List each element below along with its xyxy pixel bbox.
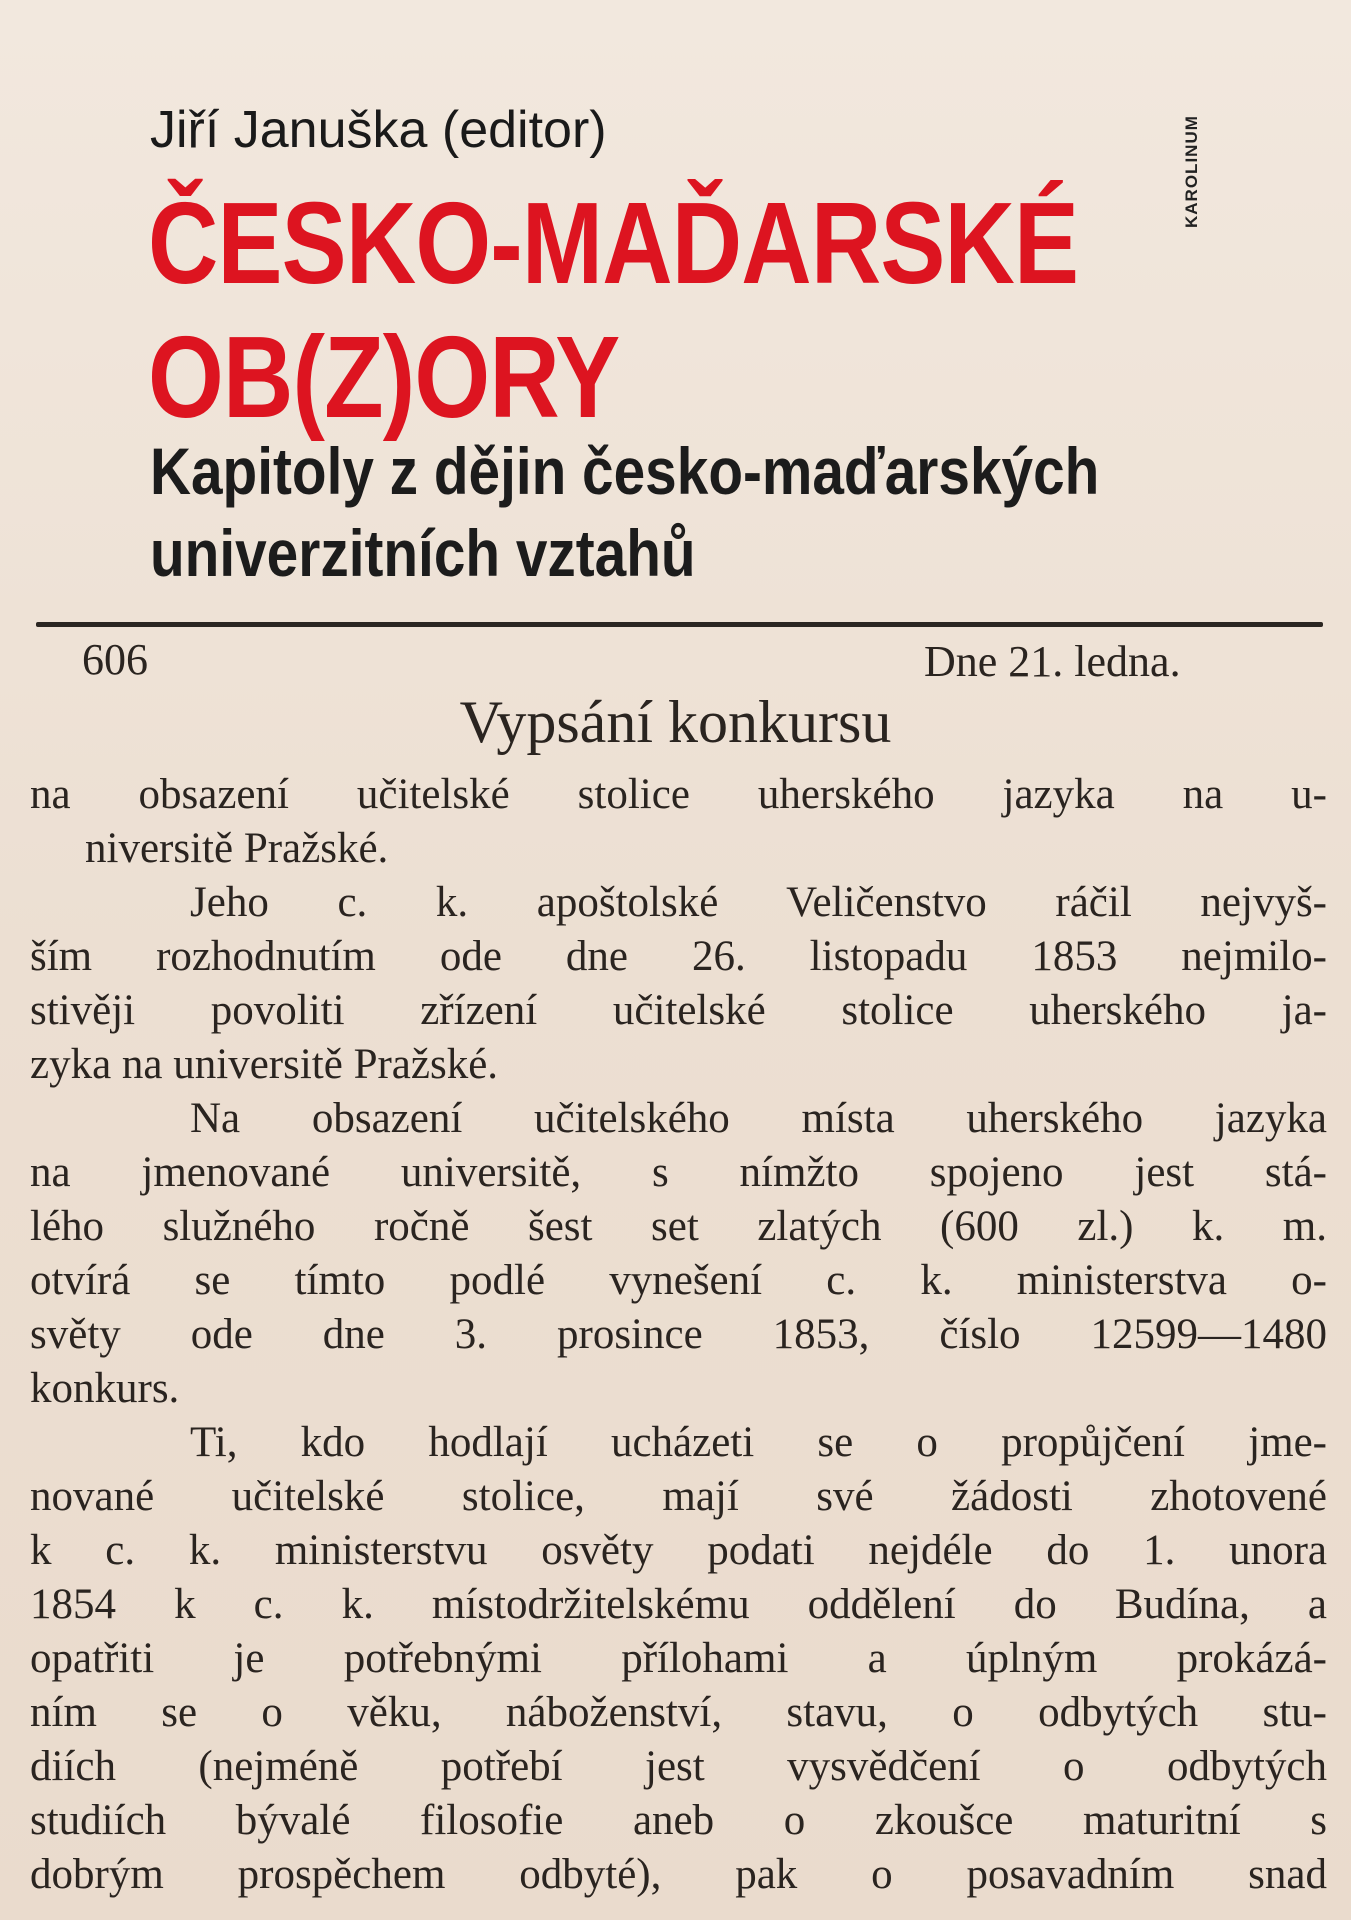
- facsimile-line: dobrým prospěchem odbyté), pak o posavadním snad: [30, 1851, 1327, 1898]
- facsimile-line: 1854 k c. k. místodržitelskému oddělení do Budína, a: [30, 1581, 1327, 1628]
- facsimile-line: ním se o věku, náboženství, stavu, o odbytých stu-: [30, 1689, 1327, 1736]
- editor-name: Jiří Januška (editor): [150, 101, 607, 159]
- facsimile-line: na jmenované universitě, s nímžto spojeno jest stá-: [30, 1149, 1327, 1196]
- facsimile-line: k c. k. ministerstvu osvěty podati nejdéle do 1. unora: [30, 1527, 1327, 1574]
- book-subtitle: [150, 430, 1099, 594]
- facsimile-line: opatřiti je potřebnými přílohami a úplným prokázá-: [30, 1635, 1327, 1682]
- title-line: ČESKO-MAĎARSKÉ: [148, 178, 1079, 308]
- facsimile-date: Dne 21. ledna.: [924, 637, 1181, 686]
- facsimile-line: diích (nejméně potřebí jest vysvědčení o odbytých: [30, 1743, 1327, 1790]
- facsimile-line: na obsazení učitelské stolice uherského jazyka na u-: [30, 771, 1327, 818]
- facsimile-line: studiích bývalé filosofie aneb o zkoušce maturitní s: [30, 1797, 1327, 1844]
- facsimile-line: světy ode dne 3. prosince 1853, číslo 12599—1480: [30, 1311, 1327, 1358]
- facsimile-line: ším rozhodnutím ode dne 26. listopadu 1853 nejmilo-: [30, 933, 1327, 980]
- facsimile-line: stivěji povoliti zřízení učitelské stolice uherského ja-: [30, 987, 1327, 1034]
- facsimile-line: niversitě Pražské.: [85, 825, 389, 872]
- facsimile-line: Ti, kdo hodlají ucházeti se o propůjčení jme-: [190, 1419, 1327, 1466]
- facsimile-line: nované učitelské stolice, mají své žádosti zhotovené: [30, 1473, 1327, 1520]
- facsimile-line: lého služného ročně šest set zlatých (600 zl.) k. m.: [30, 1203, 1327, 1250]
- facsimile-line: Na obsazení učitelského místa uherského jazyka: [190, 1095, 1327, 1142]
- subtitle-line: univerzitních vztahů: [150, 516, 696, 590]
- publisher-logo: KAROLINUM: [1182, 115, 1201, 228]
- facsimile-heading: Vypsání konkursu: [459, 689, 892, 755]
- facsimile-page-number: 606: [82, 635, 148, 684]
- header-rule: [36, 622, 1323, 627]
- facsimile-line: konkurs.: [30, 1365, 180, 1412]
- facsimile-line: otvírá se tímto podlé vynešení c. k. ministerstva o-: [30, 1257, 1327, 1304]
- book-title: [148, 176, 1078, 444]
- title-line: OB(Z)ORY: [148, 312, 620, 442]
- facsimile-line: zyka na universitě Pražské.: [30, 1041, 499, 1088]
- subtitle-line: Kapitoly z dějin česko-maďarských: [150, 434, 1100, 508]
- facsimile-line: Jeho c. k. apoštolské Veličenstvo ráčil nejvyš-: [190, 879, 1327, 926]
